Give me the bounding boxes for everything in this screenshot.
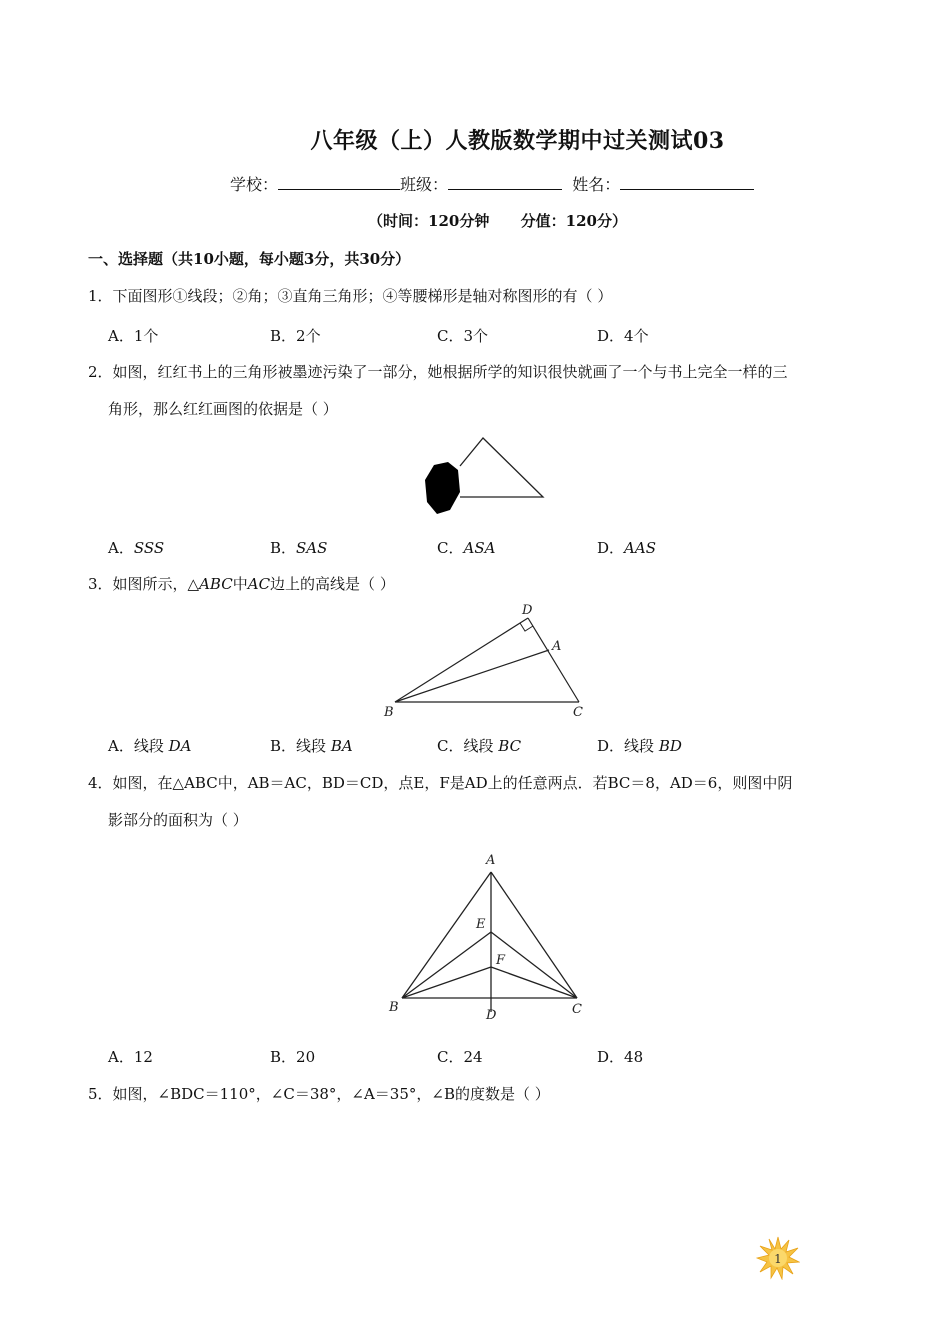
q2-figure-ink-triangle (420, 432, 550, 522)
question-2 (88, 362, 788, 382)
q4-option-b[interactable]: B．20 (270, 1048, 316, 1066)
q3-label-d: D (522, 603, 533, 618)
q3-option-b[interactable]: B．线段 BA (270, 737, 353, 755)
school-blank[interactable] (278, 175, 400, 190)
q4-segment-cf (491, 967, 577, 998)
question-text: 下面图形①线段；②角；③直角三角形；④等腰梯形是轴对称图形的有（ ） (112, 287, 613, 305)
q4-segment-bf (402, 967, 491, 998)
q4-option-d[interactable]: D．48 (597, 1048, 644, 1066)
q3-option-d[interactable]: D．线段 BD (597, 737, 682, 755)
question-text: 如图，红红书上的三角形被墨迹污染了一部分，她根据所学的知识很快就画了一个与书上完全一样的三 (112, 363, 788, 381)
question-4-continued: 影部分的面积为（ ） (108, 811, 248, 829)
question-1 (88, 286, 612, 306)
q4-label-e: E (476, 917, 486, 932)
q4-figure-isosceles-triangle (380, 848, 595, 1028)
q4-segment-ac (491, 872, 577, 998)
question-number: 1． (88, 287, 113, 305)
q3-label-a: A (552, 639, 562, 654)
question-4 (88, 773, 792, 793)
q2-option-a[interactable]: A．SSS (108, 539, 165, 557)
name-blank[interactable] (620, 175, 754, 190)
q4-option-a[interactable]: A．12 (108, 1048, 153, 1066)
q4-segment-ab (402, 872, 491, 998)
question-number: 4． (88, 774, 113, 792)
question-number: 5． (88, 1085, 113, 1103)
question-text: 如图，∠BDC＝110°，∠C＝38°，∠A＝35°，∠B的度数是（ ） (112, 1085, 550, 1103)
question-text: 如图，在△ABC中，AB＝AC，BD＝CD，点E，F是AD上的任意两点．若BC＝8，AD＝6，则图中阴 (112, 774, 793, 792)
q3-label-c: C (573, 705, 583, 720)
document-title: 八年级（上）人教版数学期中过关测试03 (310, 128, 725, 154)
q3-figure-triangle-abc (380, 598, 590, 723)
q2-option-d[interactable]: D．AAS (597, 539, 656, 557)
q1-option-b[interactable]: B．2个 (270, 327, 321, 345)
q1-option-a[interactable]: A．1个 (108, 327, 159, 345)
exam-time-score: （时间：120分钟 分值：120分） (368, 212, 627, 230)
q4-segment-be (402, 932, 491, 998)
class-blank[interactable] (448, 175, 562, 190)
q3-label-b: B (384, 705, 394, 720)
q3-segment-bd (395, 618, 528, 702)
q2-option-c[interactable]: C．ASA (437, 539, 496, 557)
q3-option-a[interactable]: A．线段 DA (108, 737, 192, 755)
q3-right-angle-mark (520, 623, 533, 631)
question-2-continued: 角形，那么红红画图的依据是（ ） (108, 400, 338, 418)
name-label: 姓名： (572, 175, 621, 194)
question-5 (88, 1084, 550, 1104)
question-number: 3． (88, 575, 113, 593)
page-number: 1 (774, 1252, 782, 1266)
q3-segment-dc (528, 618, 579, 702)
school-label: 学校： (230, 175, 279, 194)
q3-segment-ba (395, 650, 549, 702)
question-number: 2． (88, 363, 113, 381)
q2-option-b[interactable]: B．SAS (270, 539, 328, 557)
q4-label-d: D (486, 1008, 497, 1023)
q4-label-a: A (486, 853, 496, 868)
q4-label-b: B (389, 1000, 399, 1015)
q3-option-c[interactable]: C．线段 BC (437, 737, 522, 755)
q1-option-d[interactable]: D．4个 (597, 327, 649, 345)
q1-option-c[interactable]: C．3个 (437, 327, 489, 345)
class-label: 班级： (400, 175, 449, 194)
q4-option-c[interactable]: C．24 (437, 1048, 483, 1066)
student-info-line (230, 172, 754, 195)
q4-label-f: F (496, 953, 506, 968)
q2-ink-blot (425, 462, 460, 514)
page-number-badge (756, 1236, 800, 1280)
q2-triangle (460, 438, 543, 497)
section-title: 一、选择题（共10小题，每小题3分，共30分） (88, 250, 411, 268)
q4-label-c: C (572, 1002, 582, 1017)
question-3: 3．如图所示，△ABC中AC边上的高线是（ ） (88, 575, 395, 593)
